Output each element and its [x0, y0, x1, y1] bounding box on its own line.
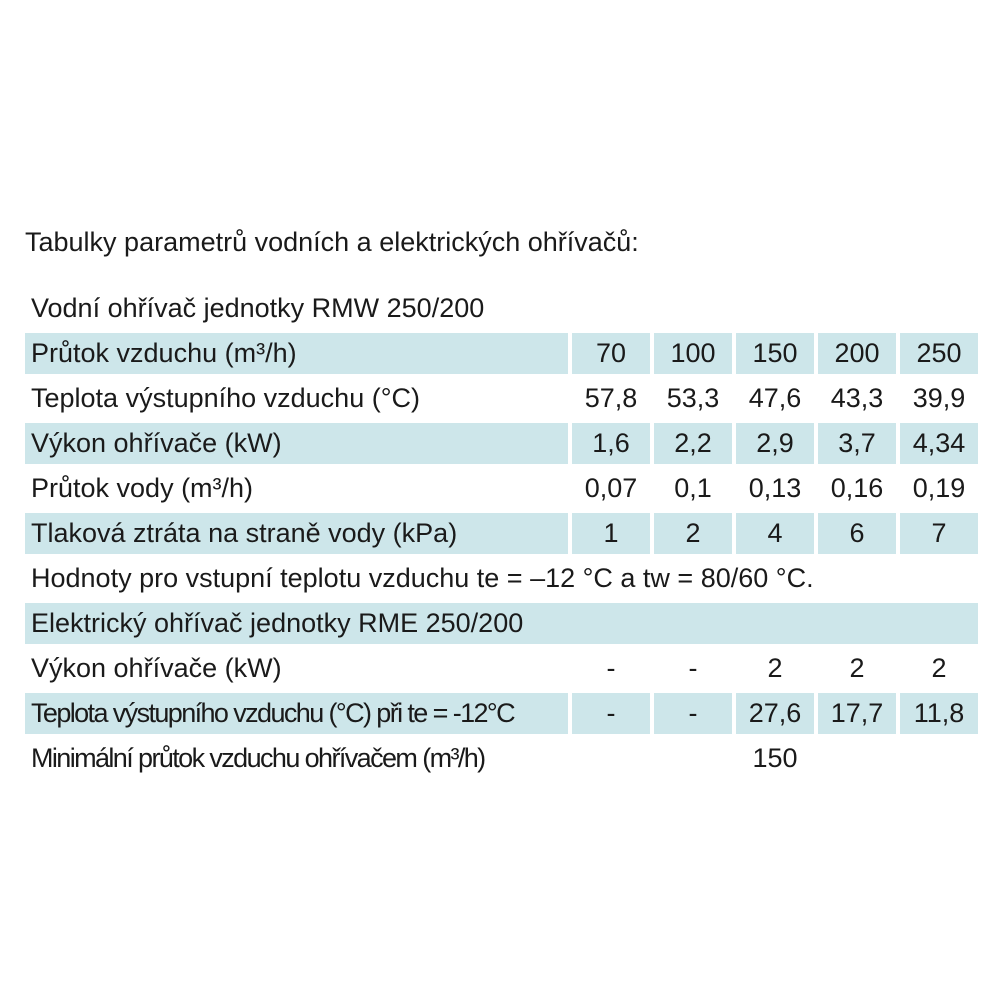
row-value: 3,7	[818, 423, 896, 464]
row-value: 150	[736, 333, 814, 374]
row-value: 2	[849, 653, 865, 683]
row-value: -	[606, 653, 616, 683]
row-value: 0,07	[584, 473, 638, 503]
table-row	[25, 333, 978, 374]
table-row	[25, 693, 978, 734]
row-value: 1,6	[572, 423, 650, 464]
row-label: Výkon ohřívače (kW)	[31, 653, 282, 683]
water-heater-title-row	[25, 288, 978, 329]
row-value: 47,6	[748, 383, 802, 413]
table-row	[25, 648, 978, 689]
table-row	[25, 513, 978, 554]
row-value: 4	[736, 513, 814, 554]
row-value: 70	[572, 333, 650, 374]
row-value: 11,8	[900, 693, 978, 734]
row-value: 0,16	[830, 473, 884, 503]
row-value: 2	[931, 653, 947, 683]
electric-heater-title: Elektrický ohřívač jednotky RME 250/200	[25, 603, 978, 644]
row-value: -	[654, 693, 732, 734]
row-value: 200	[818, 333, 896, 374]
row-value: 2,2	[654, 423, 732, 464]
row-value: 1	[572, 513, 650, 554]
row-value: 2	[654, 513, 732, 554]
row-value: 39,9	[912, 383, 966, 413]
row-label: Tlaková ztráta na straně vody (kPa)	[25, 513, 568, 554]
water-heater-note-row	[25, 558, 978, 599]
row-value: -	[688, 653, 698, 683]
row-label: Výkon ohřívače (kW)	[25, 423, 568, 464]
row-value: 250	[900, 333, 978, 374]
electric-heater-title-row	[25, 603, 978, 644]
row-value: 57,8	[584, 383, 638, 413]
row-value: 7	[900, 513, 978, 554]
row-label: Teplota výstupního vzduchu (°C) při te = -12°C	[25, 693, 568, 734]
row-value: 2	[767, 653, 783, 683]
row-value: 6	[818, 513, 896, 554]
water-heater-note: Hodnoty pro vstupní teplotu vzduchu te = –12 °C a tw = 80/60 °C.	[31, 563, 814, 593]
row-value: 0,13	[748, 473, 802, 503]
row-value: 27,6	[736, 693, 814, 734]
row-value: 53,3	[666, 383, 720, 413]
row-value: -	[572, 693, 650, 734]
row-value: 0,1	[674, 473, 712, 503]
table-row	[25, 423, 978, 464]
table-row	[25, 468, 978, 509]
row-value: 4,34	[900, 423, 978, 464]
row-value: 100	[654, 333, 732, 374]
min-flow-row	[25, 738, 978, 779]
row-value: 0,19	[912, 473, 966, 503]
row-value-empty	[654, 738, 732, 779]
row-value: 43,3	[830, 383, 884, 413]
min-flow-value: 150	[752, 743, 798, 773]
water-heater-title: Vodní ohřívač jednotky RMW 250/200	[31, 293, 485, 323]
parameters-table	[25, 288, 978, 783]
row-label: Teplota výstupního vzduchu (°C)	[31, 383, 420, 413]
row-value-empty	[572, 738, 650, 779]
min-flow-label: Minimální průtok vzduchu ohřívačem (m³/h)	[31, 743, 485, 773]
intro-text: Tabulky parametrů vodních a elektrických ohřívačů:	[25, 227, 639, 257]
row-label: Průtok vody (m³/h)	[31, 473, 254, 503]
table-row	[25, 378, 978, 419]
row-value: 17,7	[818, 693, 896, 734]
row-value: 2,9	[736, 423, 814, 464]
row-label: Průtok vzduchu (m³/h)	[25, 333, 568, 374]
